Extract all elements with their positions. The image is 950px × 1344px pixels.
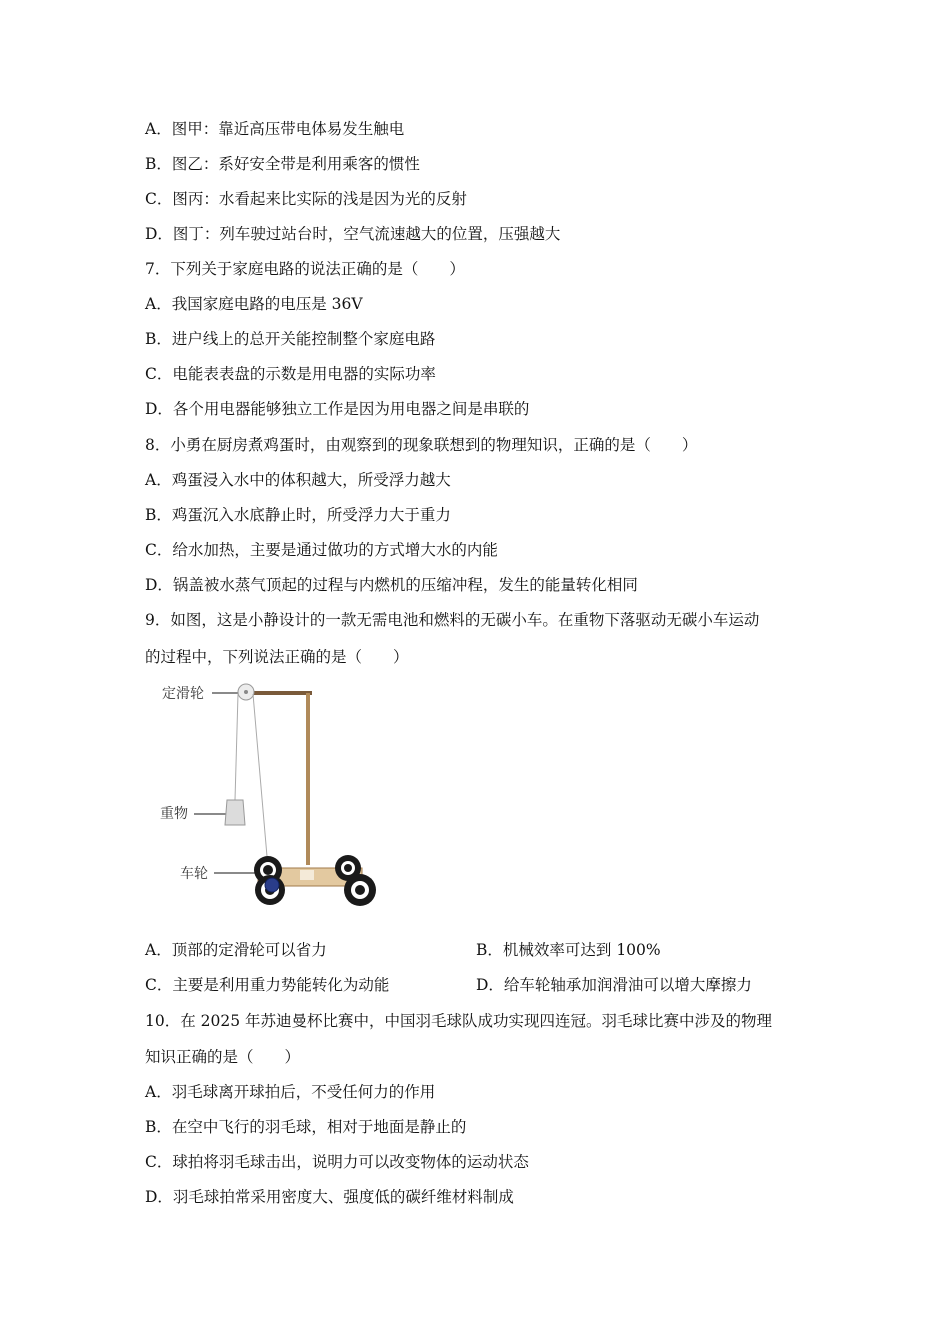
q8-option-a: A．鸡蛋浸入水中的体积越大，所受浮力越大	[145, 471, 451, 489]
q8-option-b: B．鸡蛋沉入水底静止时，所受浮力大于重力	[145, 506, 451, 524]
q6-option-b: B．图乙：系好安全带是利用乘客的惯性	[145, 155, 420, 173]
q10-option-d: D．羽毛球拍常采用密度大、强度低的碳纤维材料制成	[145, 1188, 514, 1206]
q10-option-b: B．在空中飞行的羽毛球，相对于地面是静止的	[145, 1118, 467, 1136]
q7-stem: 7．下列关于家庭电路的说法正确的是（ ）	[145, 260, 465, 278]
wheel-icon	[344, 874, 376, 906]
weight-label: 重物	[160, 806, 188, 822]
q8-option-d: D．锅盖被水蒸气顶起的过程与内燃机的压缩冲程，发生的能量转化相同	[145, 576, 638, 594]
q7-option-b: B．进户线上的总开关能控制整个家庭电路	[145, 330, 436, 348]
pulley-label: 定滑轮	[162, 686, 204, 702]
mast	[306, 693, 310, 865]
top-beam	[250, 691, 312, 695]
q10-option-a: A．羽毛球离开球拍后，不受任何力的作用	[145, 1083, 436, 1101]
q9-option-d: D．给车轮轴承加润滑油可以增大摩擦力	[476, 976, 752, 994]
q6-option-c: C．图丙：水看起来比实际的浅是因为光的反射	[145, 190, 467, 208]
q7-option-c: C．电能表表盘的示数是用电器的实际功率	[145, 365, 436, 383]
weight-icon	[225, 800, 245, 825]
q8-option-c: C．给水加热，主要是通过做功的方式增大水的内能	[145, 541, 498, 559]
wheel-label: 车轮	[180, 866, 208, 882]
q10-stem-line2: 知识正确的是（ ）	[145, 1048, 301, 1066]
q9-option-c: C．主要是利用重力势能转化为动能	[145, 976, 390, 994]
q6-option-d: D．图丁：列车驶过站台时，空气流速越大的位置，压强越大	[145, 225, 561, 243]
q8-stem: 8．小勇在厨房煮鸡蛋时，由观察到的现象联想到的物理知识，正确的是（ ）	[145, 436, 698, 454]
no-carbon-car-figure	[150, 680, 390, 920]
q9-option-a: A．顶部的定滑轮可以省力	[145, 941, 327, 959]
q10-stem-line1: 10．在 2025 年苏迪曼杯比赛中，中国羽毛球队成功实现四连冠。羽毛球比赛中涉及的物理	[145, 1012, 773, 1030]
q7-option-d: D．各个用电器能够独立工作是因为用电器之间是串联的	[145, 400, 530, 418]
q9-stem-line1: 9．如图，这是小静设计的一款无需电池和燃料的无碳小车。在重物下落驱动无碳小车运动	[145, 611, 760, 629]
q6-option-a: A．图甲：靠近高压带电体易发生触电	[145, 120, 405, 138]
q9-stem-line2: 的过程中，下列说法正确的是（ ）	[145, 648, 409, 666]
q10-option-c: C．球拍将羽毛球击出，说明力可以改变物体的运动状态	[145, 1153, 529, 1171]
axle-drum-icon	[265, 878, 279, 892]
q9-option-b: B．机械效率可达到 100%	[476, 941, 661, 959]
q7-option-a: A．我国家庭电路的电压是 36V	[145, 295, 363, 313]
